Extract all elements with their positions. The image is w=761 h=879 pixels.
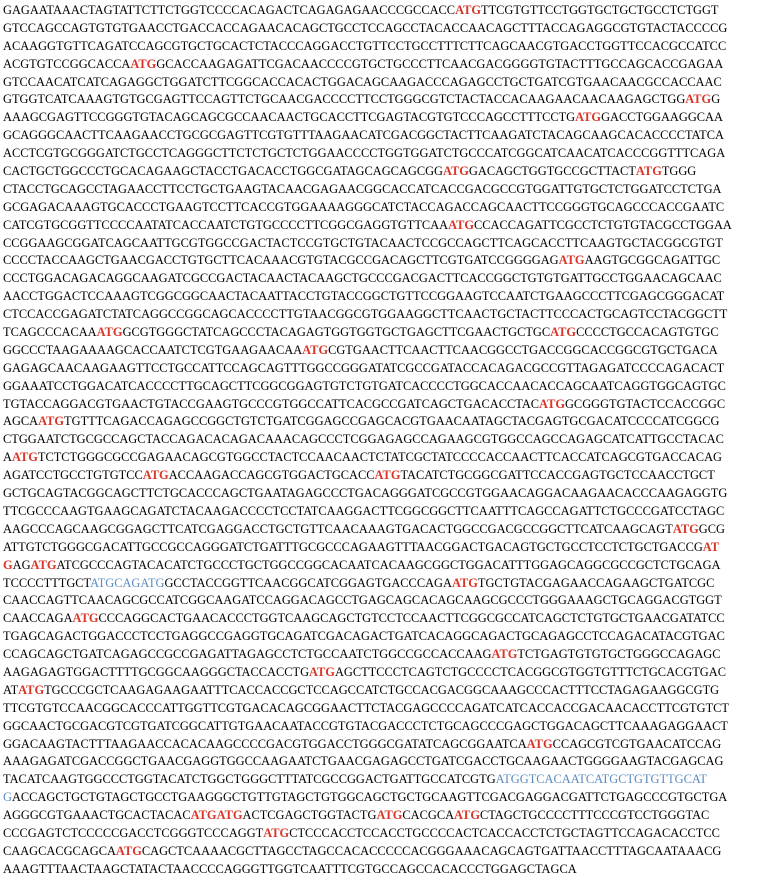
sequence-segment: TGTACCAGGACGTGAACTGTACCGAAGTGCCCGTGGCCATTCACGCCGATCAGCTGACACCTAC [3,396,540,411]
sequence-segment: G [711,92,721,107]
sequence-line [3,485,759,503]
sequence-segment: ACCAAGACCAGCGTGGACTGCACC [168,468,375,483]
sequence-line [3,163,759,181]
atg-codon-highlight: ATG [575,110,602,125]
sequence-segment: GAGAATAAACTAGTATTCTTCTGGTCCCCACAGACTCAGAGAGAACCCGCCACC [3,3,456,17]
dna-sequence-text [3,2,759,879]
sequence-segment: GCTGCAGTACGGCAGCTTCTGCACCCAGCTGAATAGAGCCCTGACAGGGATCGCCGTGGAACAGGACAAGAACACCCAAGAGGTG [3,486,728,501]
sequence-line [3,539,759,557]
sequence-segment: CTCCCACCTCCACCTGCCCCACTCACCACCTCTGCTAGTTCCAGACACCTCC [289,825,720,840]
atg-codon-highlight: G [3,557,13,572]
sequence-segment: GCGTGGGCTATCAGCCCTACAGAGTGGTGGTGCTGAGCTTCGAACTGCTGC [122,325,551,340]
sequence-segment: CCCGAGTCTCCCCCGACCTCGGGTCCCAGGT [3,825,264,840]
sequence-segment: CGTGAACTTCAACTTCAACGGCCTGACCGGCACCGGCGTGCTGACA [328,342,718,357]
sequence-segment: AGGGCGTGAAACTGCACTACAC [3,808,191,823]
sequence-line [3,825,759,843]
sequence-line [3,235,759,253]
sequence-segment: GCGAGACAAAGTGCACCCTGAAGTCCTTCACCGTGGAAAAGGGCATCTACCAGACCAGCAACTTCCGGGTGCAGCCCACCGAATC [3,199,725,214]
atg-codon-highlight: ATG [30,557,57,572]
sequence-segment: CCCTGGACAGACAGGCAAGATCGCCGACTACAACTACAAGCTGCCCGACGACTTCACCGGCTGTGTGATTGCCTGGAACAGCAAC [3,271,722,286]
sequence-line [3,127,759,145]
atg-codon-highlight: ATG [491,647,518,662]
sequence-segment: GCG [698,521,725,536]
sequence-segment: GAGAGCAACAAGAAGTTCCTGCCATTCCAGCAGTTTGGCCGGGATATCGCCGATACCACAGACGCCGTTAGAGATCCCCAGACACT [3,360,725,375]
sequence-segment: TCCCCTTTGCT [3,575,91,590]
sequence-segment: TGCTGTACGAGAACCAGAAGCTGATCGC [477,575,715,590]
sequence-segment: ACCTCGTGCGGGATCTGCCTCAGGGCTTCTCTGCTCTGGAACCCCTGGTGGATCTGCCCATCGGCATCAACATCACCCGGTTTCAGA [3,146,726,161]
sequence-line [3,306,759,324]
sequence-line [3,861,759,879]
sequence-segment: AAAGAGATCGACCGGCTGAACGAGGTGGCCAAGAATCTGAACGAGAGCCTGATCGACCTGCAAGAACTGGGGAAGTACGAGCAG [3,754,724,769]
sequence-line [3,20,759,38]
sequence-segment: AG [12,557,31,572]
sequence-segment: ACAAGGTGTTCAGATCCAGCGTGCTGCACTCTACCCAGGACCTGTTCCTGCCTTTCTTCAGCAACGTGACCTGGTTCCACGCCATCC [3,38,727,53]
sequence-segment: CACTGCTGGCCCTGCACAGAAGCTACCTGACACCTGGCGATAGCAGCAGCGG [3,164,443,179]
atg-codon-highlight: ATG [442,164,469,179]
sequence-line [3,843,759,861]
sequence-line [3,360,759,378]
sequence-line [3,503,759,521]
sequence-segment: ACCAGCTGCTGTAGCTGCCTGAAGGGCTGTTGTAGCTGTGGCAGCTGCTGCAAGTTCGACGAGGACGATTCTGAGCCCGTGCTGA [11,790,728,805]
sequence-line [3,199,759,217]
sequence-line [3,592,759,610]
atg-codon-highlight: ATG [635,164,662,179]
sequence-segment: TTCGTGTTCCTGGTGCTGCTGCCTCTGGT [481,3,719,17]
sequence-segment: GCAGGGCAACTTCAAGAACCTGCGCGAGTTCGTGTTTAAGAACATCGACGGCTACTTCAAGATCTACAGCAAGCACACCCCTATCA [3,128,724,143]
blue-codon-highlight: ATG [140,575,165,590]
blue-codon-highlight: CTGTGTTGC [618,772,692,787]
atg-codon-highlight: AT [702,539,720,554]
atg-codon-highlight: ATG [454,808,480,823]
sequence-line [3,109,759,127]
sequence-segment: CACGCA [402,808,455,823]
sequence-segment: GGACAAGTACTTTAAGAACCACACAAGCCCCGACGTGGACCTGGGCGATATCAGCGGAATCA [3,736,527,751]
sequence-segment: AAGTGCGGCAGATTGC [584,253,721,268]
atg-codon-highlight: ATG [685,92,712,107]
sequence-segment: TACATCAAGTGGCCCTGGTACATCTGGCTGGGCTTTATCGCCGGACTGATTGCCATCGTG [3,772,496,787]
sequence-segment: AAAGCGAGTTCCGGGTGTACAGCAGCGCCAACAACTGCACCTTCGAGTACGTGTCCCAGCCTTTCCTG [3,110,576,125]
sequence-segment: CTACCTGCAGCCTAGAACCTTCCTGCTGAAGTACAACGAGAACGGCACCATCACCGACGCCGTGGATTGTGCTCTGGATCCTCTGA [3,181,722,196]
sequence-segment: TGGG [661,164,697,179]
atg-codon-highlight: ATG [263,825,290,840]
sequence-line [3,610,759,628]
sequence-segment: CAACCAGTTCAACAGCGCCATCGGCAAGATCCAGGACAGCCTGAGCAGCACAGCAAGCGCCCTGGGAAAGCTGCAGGACGTGGT [3,593,722,608]
atg-codon-highlight: ATG [38,414,65,429]
sequence-segment: CTGGAATCTGCGCCAGCTACCAGACACAGACAAACAGCCCTCGGAGAGCCAGAAGCGTGGCCAGCCAGAGCATCATTGCCTACAC [3,432,724,447]
sequence-line [3,181,759,199]
atg-codon-highlight: ATG [448,217,475,232]
sequence-segment: TACATCTGCGGCGATTCCACCGAGTGCTCCAACCTGCT [400,468,715,483]
sequence-line [3,807,759,825]
sequence-segment: GCCTACCGGTTCAACGGCATCGGAGTGACCCAGA [164,575,452,590]
atg-codon-highlight: ATG [72,611,99,626]
sequence-segment: GGCCCTAAGAAAAGCACCAATCTCGTGAAGAACAA [3,342,303,357]
sequence-segment: CAAGCACGCAGCA [3,843,116,858]
sequence-segment: GACAGCTGGTGCCGCTTACT [468,164,636,179]
sequence-segment: CTAGCTGCCCCTTTCCCGTCCTGGGTAC [479,808,710,823]
atg-codon-highlight: ATG [558,253,585,268]
sequence-line [3,646,759,664]
atg-codon-highlight: ATG [18,682,45,697]
sequence-line [3,628,759,646]
sequence-segment: A [3,450,12,465]
sequence-line [3,771,759,789]
blue-codon-highlight: ATG [495,772,520,787]
sequence-segment: AT [3,682,19,697]
sequence-segment: GCACCAAGAGATTCGACAACCCCGTGCTGCCCTTCAACGACGGGGTGTACTTTGCCAGCACCGAGAA [156,56,724,71]
sequence-segment: ATCGCCCAGTACACATCTGCCCTGCTGGCCGGCACAATCACAAGCGGCTGGACATTTGGAGCAGGCGCCGCTCTGCAGA [56,557,721,572]
sequence-line [3,718,759,736]
sequence-line [3,91,759,109]
sequence-segment: TGAGCAGACTGGACCCTCCTGAGGCCGAGGTGCAGATCGACAGACTGATCACAGGCAGACTGCAGAGCCTCCAGACATACGTGAC [3,629,725,644]
sequence-line [3,396,759,414]
sequence-line [3,413,759,431]
atg-codon-highlight: ATG [309,664,335,679]
blue-codon-highlight: AT [691,772,708,787]
sequence-line [3,521,759,539]
sequence-line [3,789,759,807]
sequence-segment: TCTCTGGGCGCCGAGAACAGCGTGGCCTACTCCAACAACTCTATCGCTATCCCCACCAACTTCACCATCAGCGTGACCACAG [37,450,722,465]
atg-codon-highlight: ATG [451,575,478,590]
sequence-segment: AGATCCTGCCTGTGTCC [3,468,143,483]
sequence-segment: CCAGCAGCTGATCAGAGCCGCCGAGATTAGAGCCTCTGCCAATCTGGCCGCCACCAAG [3,647,492,662]
atg-codon-highlight: ATG [376,808,403,823]
sequence-line [3,575,759,593]
sequence-line [3,288,759,306]
atg-codon-highlight: ATG [374,468,401,483]
atg-codon-highlight: ATG [96,325,123,340]
sequence-segment: TGCCCGCTCAAGAGAAGAATTTCACCACCGCTCCAGCCATCTGCCACGACGGCAAAGCCCACTTTCCTAGAGAAGGCGTG [44,682,720,697]
sequence-line [3,217,759,235]
sequence-segment: CCGGAAGCGGATCAGCAATTGCGTGGCCGACTACTCCGTGCTGTACAACTCCGCCAGCTTCAGCACCTTCAAGTGCTACGGCGTGT [3,235,723,250]
sequence-segment: ATTGTCTGGGCGACATTGCCGCCAGGGATCTGATTTGCGCCCAGAAGTTTAACGGACTGACAGTGCTGCCTCCTCTGCTGACCG [3,539,703,554]
sequence-segment: GGAAATCCTGGACATCACCCCTTGCAGCTTCGGCGGAGTGTCTGTGATCACCCCTGGCACCAACACCAGCAATCAGGTGGCAGTGC [3,378,726,393]
sequence-segment: TTCGTGTCCAACGGCACCCATTGGTTCGTGACACAGCGGAACTTCTACGAGCCCCAGATCATCACCACCGACAACACCTTCGTGTCT [3,700,729,715]
blue-codon-highlight: CAG [114,575,141,590]
sequence-segment: TGTTTCAGACCAGAGCCGGCTGTCTGATCGGAGCCGAGCACGTGAACAATAGCTACGAGTGCGACATCCCCATCGGCG [64,414,720,429]
sequence-line [3,700,759,718]
sequence-line [3,324,759,342]
atg-codon-highlight: ATG [539,396,565,411]
sequence-segment: GTCCAACATCATCAGAGGCTGGATCTTCGGCACCACACTGGACAGCAAGACCCAGAGCCTGCTGATCGTGAACAACGCCACCAAC [3,74,722,89]
sequence-segment: CCCCTGCCACAGTGTGC [576,325,719,340]
sequence-line [3,736,759,754]
blue-codon-highlight: GTCACAATC [519,772,595,787]
sequence-segment: CTCCACCGAGATCTATCAGGCCGGCAGCACCCCTTGTAACGGCGTGGAAGGCTTCAACTGCTACTTCCCACTGCAGTCCTACGGCTT [3,307,728,322]
blue-codon-highlight: ATG [90,575,115,590]
atg-codon-highlight: ATG [550,325,577,340]
sequence-line [3,270,759,288]
atg-codon-highlight: ATG [302,342,329,357]
atg-codon-highlight: ATG [115,843,142,858]
sequence-segment: AAGAGAGTGGACTTTTGCGGCAAGGGCTACCACCTG [3,664,310,679]
sequence-line [3,252,759,270]
sequence-line [3,557,759,575]
sequence-segment: CAGCTCAAAACGCTTAGCCTAGCCACACCCCCACGGGAAACAGCAGTGATTAACCTTTAGCAATAAACG [141,843,722,858]
sequence-segment: CCCCTACCAAGCTGAACGACCTGTGCTTCACAAACGTGTACGCCGACAGCTTCGTGATCCGGGGAG [3,253,559,268]
sequence-segment: ACTCGAGCTGGTACTG [242,808,377,823]
sequence-segment: GACCTGGAAGGCAA [601,110,723,125]
sequence-segment: GTGGTCATCAAAGTGTGCGAGTTCCAGTTCTGCAACGACCCCTTCCTGGGCGTCTACTACCACAAGAACAACAAGAGCTGG [3,92,686,107]
atg-codon-highlight: ATG [11,450,38,465]
atg-codon-highlight: ATG [526,736,553,751]
sequence-segment: GTCCAGCCAGTGTGTGAACCTGACCACCAGAACACAGCTGCCTCCAGCCTACACCAACAGCTTTACCAGAGGCGTGTACTACCCCG [3,20,728,35]
sequence-segment: TCTGAGTGTGTGCTGGGCCAGAGC [517,647,721,662]
sequence-line [3,682,759,700]
sequence-line [3,38,759,56]
sequence-segment: CATCGTGCGGTTCCCCAATATCACCAATCTGTGCCCCTTCGGCGAGGTGTTCAA [3,217,449,232]
sequence-line [3,449,759,467]
sequence-line [3,56,759,74]
sequence-segment: TCAGCCCACAA [3,325,97,340]
sequence-line [3,74,759,92]
sequence-line [3,467,759,485]
atg-codon-highlight: ATG [130,56,157,71]
sequence-line [3,378,759,396]
atg-codon-highlight: ATG [142,468,169,483]
sequence-segment: AAAGTTTAACTAAGCTATACTAACCCCAGGGTTGGTCAATTTCGTGCCAGCCACACCCTGGAGCTAGCA [3,861,577,876]
sequence-segment: AAGCCCAGCAAGCGGAGCTTCATCGAGGACCTGCTGTTCAACAAAGTGACACTGGCCGACGCCGGCTTCATCAAGCAGT [3,521,673,536]
sequence-line [3,145,759,163]
sequence-line [3,2,759,20]
sequence-segment: CCACCAGATTCGCCTCTGTGTACGCCTGGAA [474,217,732,232]
sequence-segment: GGCAACTGCGACGTCGTGATCGGCATTGTGAACAATACCGTGTACGACCCTCTGCAGCCCGAGCTGGACAGCTTCAAAGAGGAACT [3,718,728,733]
sequence-segment: ACGTGTCCGGCACCA [3,56,131,71]
blue-codon-highlight: G [3,790,12,805]
sequence-line [3,431,759,449]
sequence-segment: AGCA [3,414,39,429]
sequence-segment: AACCTGGACTCCAAAGTCGGCGGCAACTACAATTACCTGTACCGGCTGTTCCGGAAGTCCAATCTGAAGCCCTTCGAGCGGGACAT [3,289,725,304]
sequence-segment: TTCGCCCAAGTGAAGCAGATCTACAAGACCCCTCCTATCAAGGACTTCGGCGGCTTCAATTTCAGCCAGATTCTGCCCGATCCTAGC [3,503,725,518]
atg-codon-highlight: ATG [455,3,481,17]
sequence-line [3,342,759,360]
sequence-segment: CCAGCGTCGTGAACATCCAG [552,736,722,751]
sequence-line [3,664,759,682]
sequence-segment: GCGGGTGTACTCCACCGGC [564,396,726,411]
atg-codon-highlight: ATGATG [190,808,243,823]
sequence-segment: AGCTTCCCTCAGTCTGCCCCTCACGGCGTGGTGTTTCTGCACGTGAC [334,664,726,679]
sequence-line [3,753,759,771]
blue-codon-highlight: ATG [594,772,619,787]
atg-codon-highlight: ATG [672,521,699,536]
sequence-segment: CAACCAGA [3,611,73,626]
sequence-segment: CCCAGGCACTGAACACCCTGGTCAAGCAGCTGTCCTCCAACTTCGGCGCCATCAGCTCTGTGCTGAACGATATCC [98,611,725,626]
